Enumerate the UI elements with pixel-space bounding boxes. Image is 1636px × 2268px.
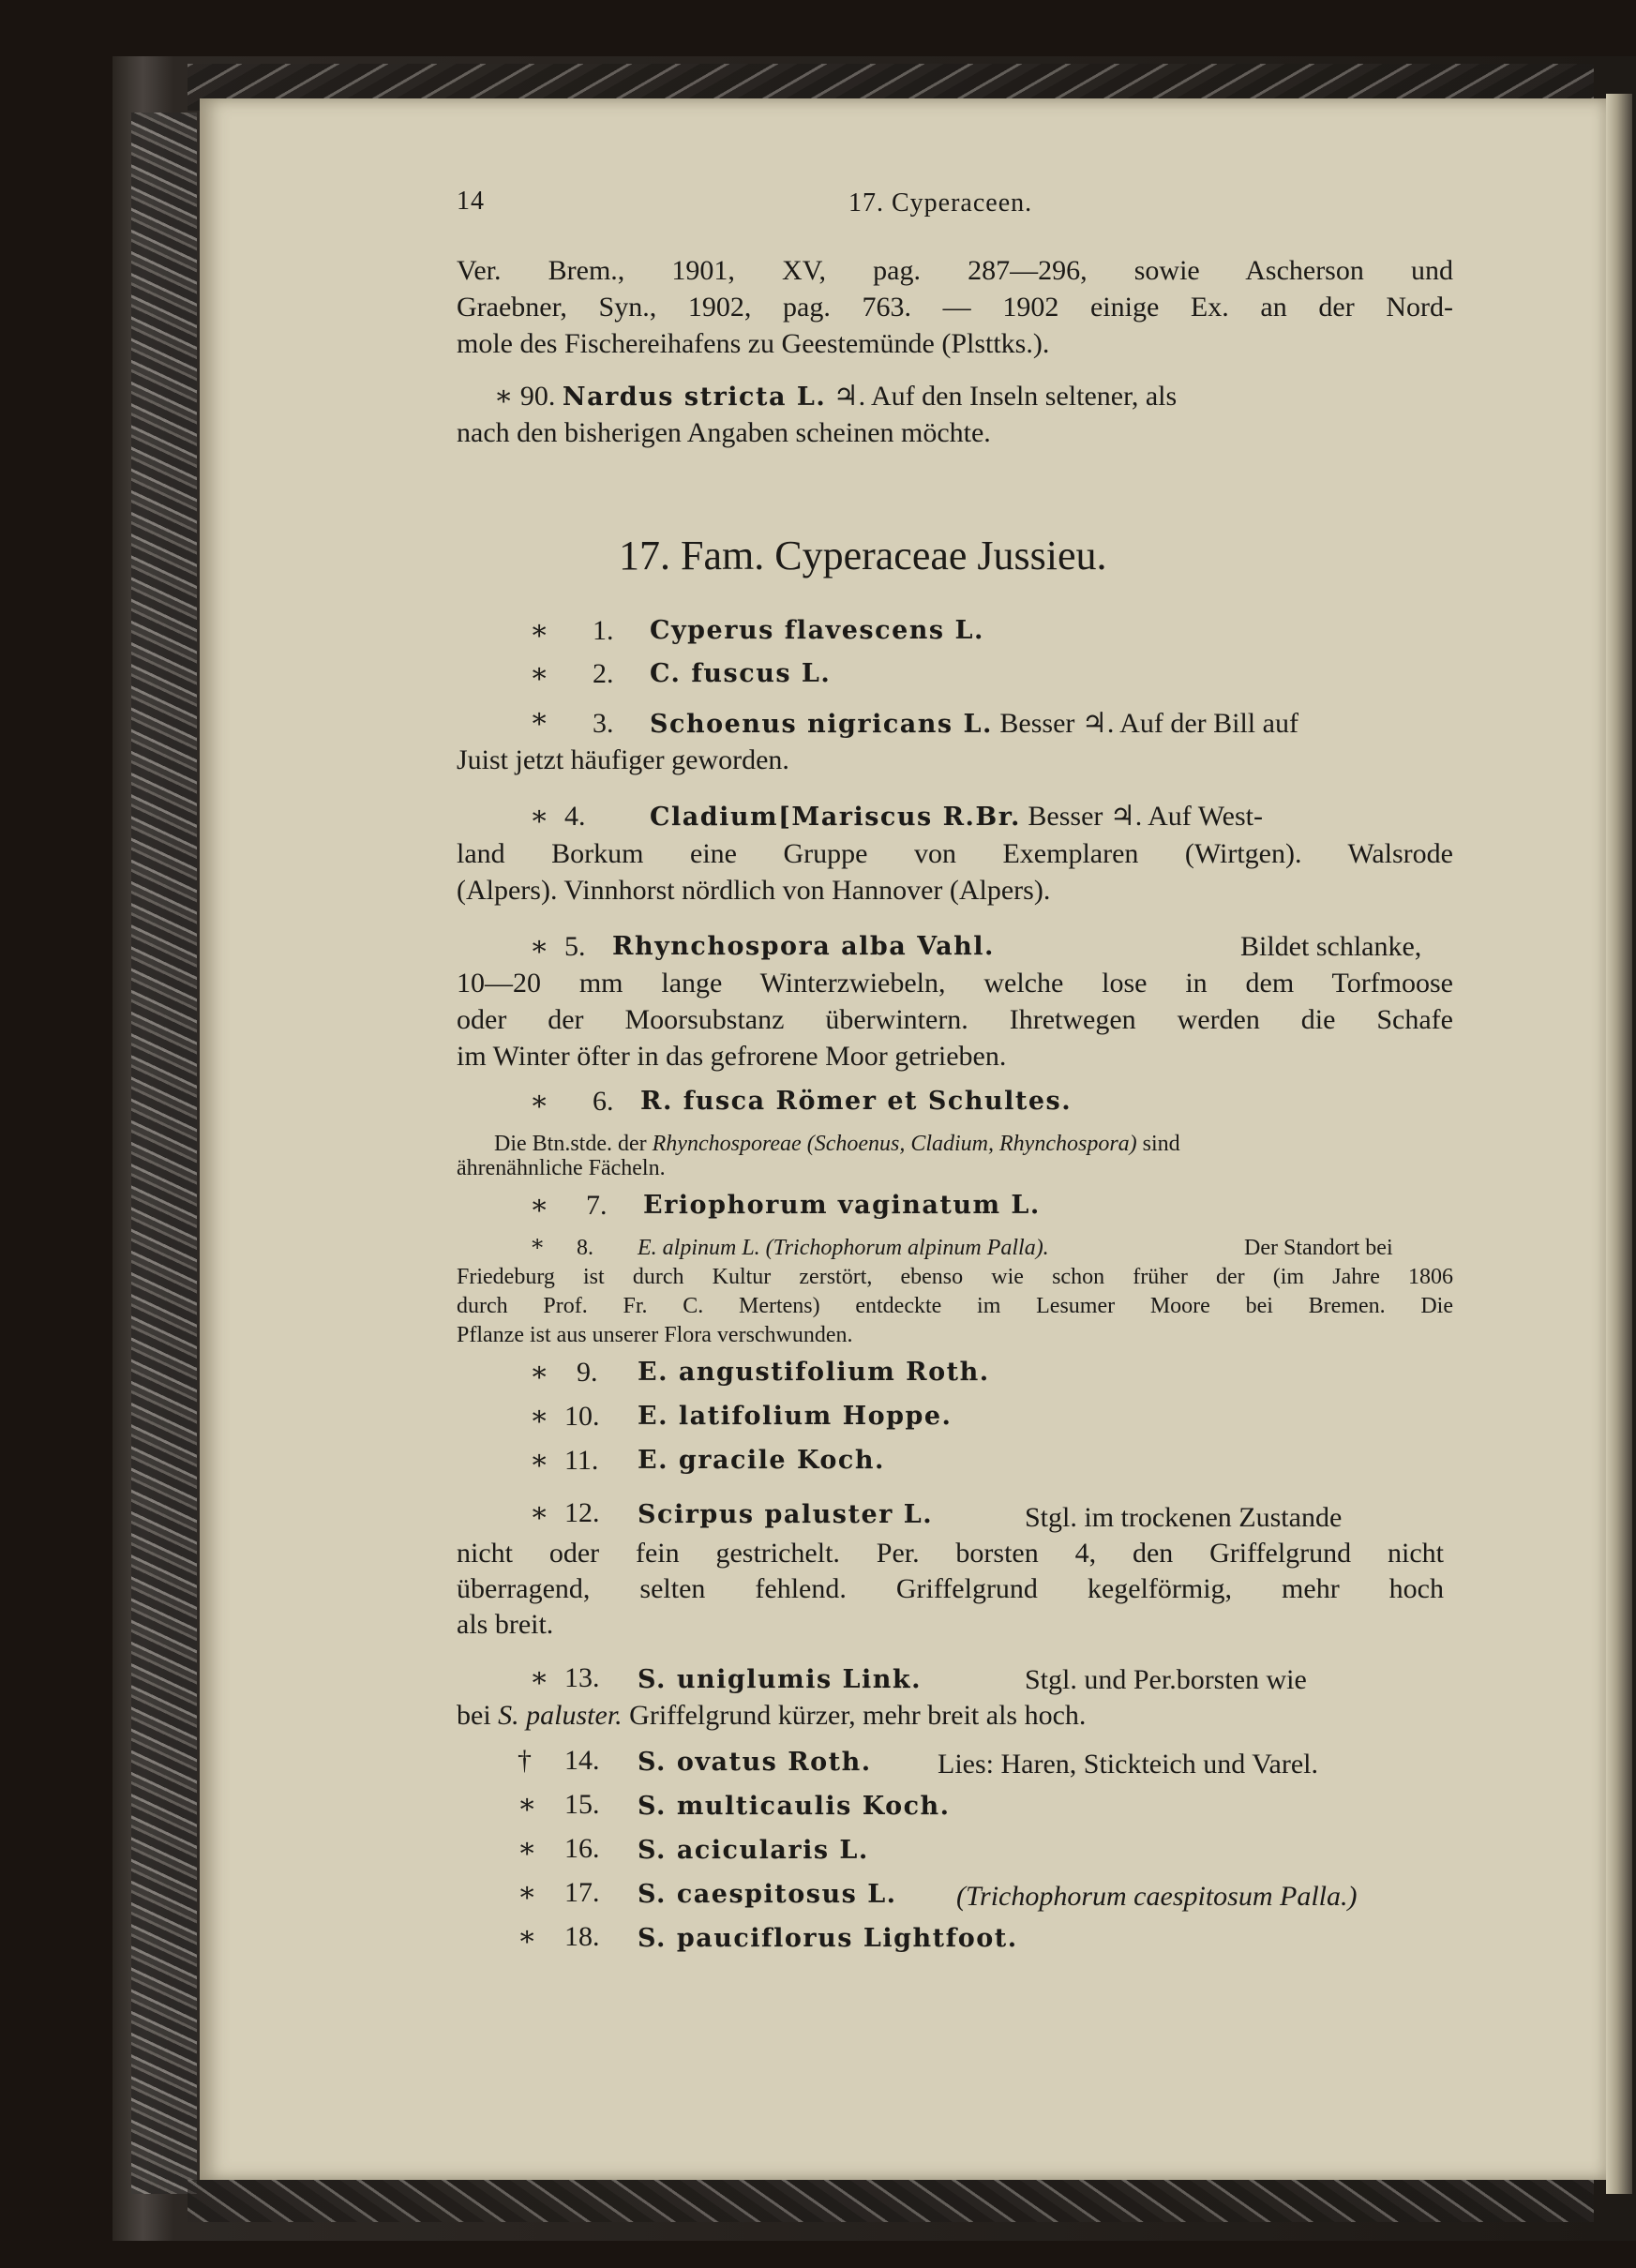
entry-7-name: Eriophorum vaginatum L. xyxy=(643,1191,1041,1220)
entry-5-line-2: 10—20 mm lange Winterzwiebeln, welche lose in dem Torfmoose xyxy=(457,968,1453,999)
entry-13-text-2a: bei xyxy=(457,1700,491,1731)
entry-1-num: 1. xyxy=(593,615,614,646)
entry-18-num: 18. xyxy=(564,1921,600,1952)
entry-11-mark: ∗ xyxy=(530,1445,549,1476)
entry-14-name: S. ovatus Roth. xyxy=(638,1748,872,1777)
entry-17-mark: ∗ xyxy=(518,1877,537,1908)
entry-4-text-a: Besser xyxy=(1028,801,1103,832)
entry-7-num: 7. xyxy=(586,1190,608,1221)
marbled-board-bottom xyxy=(188,2180,1594,2222)
note-6-line-1 xyxy=(494,1131,1180,1158)
entry-3-num: 3. xyxy=(593,708,614,739)
entry-8-line-4: Pflanze ist aus unserer Flora verschwunden. xyxy=(457,1323,853,1347)
perennial-symbol: ♃ xyxy=(1081,708,1107,739)
entry-10-num: 10. xyxy=(564,1401,600,1432)
entry-10-name: E. latifolium Hoppe. xyxy=(638,1402,953,1431)
entry-8-line-3: durch Prof. Fr. C. Mertens) entdeckte im Lesumer Moore bei Bremen. Die xyxy=(457,1294,1453,1318)
entry-5-line-4: im Winter öfter in das gefrorene Moor getrieben. xyxy=(457,1041,1007,1072)
entry-4-line-1 xyxy=(650,800,1263,834)
entry-6-mark: ∗ xyxy=(530,1086,549,1117)
entry-13-species-ref: S. paluster. xyxy=(498,1700,623,1731)
entry-9-name: E. angustifolium Roth. xyxy=(638,1358,990,1387)
entry-13-text-2c: Griffelgrund kürzer, mehr breit als hoch. xyxy=(629,1700,1087,1731)
intro-line-2: Graebner, Syn., 1902, pag. 763. — 1902 einige Ex. an der Nord- xyxy=(457,292,1453,323)
entry-90-mark: ∗ 90. xyxy=(494,381,556,412)
entry-13-line-2 xyxy=(457,1699,1086,1733)
entry-16-name: S. acicularis L. xyxy=(638,1836,869,1865)
entry-3-mark: ∗ xyxy=(530,703,549,734)
perennial-symbol: ♃ xyxy=(833,381,859,412)
marbled-board-left xyxy=(131,113,197,2194)
entry-8-name: E. alpinum L. (Trichophorum alpinum Palla). xyxy=(638,1236,1049,1260)
entry-5-line-3: oder der Moorsubstanz überwintern. Ihretwegen werden die Schafe xyxy=(457,1004,1453,1035)
entry-3-line-2: Juist jetzt häufiger geworden. xyxy=(457,744,789,775)
entry-11-name: E. gracile Koch. xyxy=(638,1446,885,1475)
page-edge xyxy=(1606,94,1632,2194)
entry-13-name: S. uniglumis Link. xyxy=(638,1665,923,1694)
entry-6-name: R. fusca Römer et Schultes. xyxy=(640,1087,1073,1116)
entry-13-text-1: Stgl. und Per.borsten wie xyxy=(1025,1664,1307,1695)
entry-12-text-1: Stgl. im trockenen Zustande xyxy=(1025,1502,1343,1533)
entry-90-text: . Auf den Inseln seltener, als xyxy=(858,381,1178,412)
entry-90-line-1 xyxy=(494,380,1177,414)
entry-2-mark: ∗ xyxy=(530,658,549,689)
entry-14-num: 14. xyxy=(564,1745,600,1776)
entry-17-name: S. caespitosus L. xyxy=(638,1880,897,1909)
entry-90-name: Nardus stricta L. xyxy=(562,383,827,412)
entry-17-num: 17. xyxy=(564,1877,600,1908)
note-6-text-a: Die Btn.stde. der xyxy=(494,1132,647,1156)
entry-16-num: 16. xyxy=(564,1833,600,1864)
perennial-symbol: ♃ xyxy=(1109,801,1135,832)
entry-8-line-2: Friedeburg ist durch Kultur zerstört, ebenso wie schon früher der (im Jahre 1806 xyxy=(457,1265,1453,1289)
entry-3-name: Schoenus nigricans L. xyxy=(650,710,993,739)
note-6-text-c: sind xyxy=(1142,1132,1180,1156)
entry-12-line-3: überragend, selten fehlend. Griffelgrund kegelförmig, mehr hoch xyxy=(457,1573,1444,1604)
entry-3-text-a: Besser xyxy=(999,708,1075,739)
entry-4-text-b: . Auf West- xyxy=(1134,801,1263,832)
entry-7-mark: ∗ xyxy=(530,1190,549,1221)
entry-3-text-b: . Auf der Bill auf xyxy=(1106,708,1298,739)
entry-12-line-4: als breit. xyxy=(457,1609,554,1640)
entry-4-line-3: (Alpers). Vinnhorst nördlich von Hannover (Alpers). xyxy=(457,875,1051,906)
entry-2-num: 2. xyxy=(593,658,614,689)
entry-14-mark: † xyxy=(518,1745,532,1776)
entry-90-line-2: nach den bisherigen Angaben scheinen möchte. xyxy=(457,417,991,448)
entry-2-name: C. fuscus L. xyxy=(650,659,832,688)
entry-11-num: 11. xyxy=(564,1445,599,1476)
entry-3-line-1 xyxy=(650,707,1298,742)
entry-13-num: 13. xyxy=(564,1662,600,1693)
note-6-line-2: ährenähnliche Fächeln. xyxy=(457,1156,666,1180)
entry-12-name: Scirpus paluster L. xyxy=(638,1500,934,1529)
entry-14-text-1: Lies: Haren, Stickteich und Varel. xyxy=(938,1749,1318,1780)
entry-4-num: 4. xyxy=(564,801,586,832)
intro-line-3: mole des Fischereihafens zu Geestemünde (Plsttks.). xyxy=(457,328,1050,359)
entry-12-line-2: nicht oder fein gestrichelt. Per. borsten 4, den Griffelgrund nicht xyxy=(457,1538,1444,1569)
entry-16-mark: ∗ xyxy=(518,1833,537,1864)
entry-8-mark: ∗ xyxy=(530,1232,546,1256)
entry-12-num: 12. xyxy=(564,1497,600,1528)
entry-5-name: Rhynchospora alba Vahl. xyxy=(612,932,995,961)
entry-8-num: 8. xyxy=(577,1236,593,1260)
note-6-text-b: Rhynchosporeae (Schoenus, Cladium, Rhynchospora) xyxy=(652,1132,1137,1156)
entry-12-mark: ∗ xyxy=(530,1497,549,1528)
running-title: 17. Cyperaceen. xyxy=(848,188,1033,218)
entry-4-line-2: land Borkum eine Gruppe von Exemplaren (Wirtgen). Walsrode xyxy=(457,838,1453,869)
entry-9-mark: ∗ xyxy=(530,1357,549,1388)
entry-17-text-1: (Trichophorum caespitosum Palla.) xyxy=(956,1881,1358,1912)
entry-5-num: 5. xyxy=(564,931,586,962)
entry-5-mark: ∗ xyxy=(530,931,549,962)
entry-10-mark: ∗ xyxy=(530,1401,549,1432)
entry-4-name: Cladium[Mariscus R.Br. xyxy=(650,803,1021,832)
entry-5-text-1: Bildet schlanke, xyxy=(1240,931,1422,962)
page-number: 14 xyxy=(457,187,485,216)
entry-9-num: 9. xyxy=(577,1357,598,1388)
entry-1-mark: ∗ xyxy=(530,615,549,646)
entry-15-num: 15. xyxy=(564,1789,600,1820)
entry-18-name: S. pauciflorus Lightfoot. xyxy=(638,1924,1018,1953)
entry-15-mark: ∗ xyxy=(518,1789,537,1820)
entry-4-mark: ∗ xyxy=(530,801,549,832)
intro-line-1: Ver. Brem., 1901, XV, pag. 287—296, sowie Ascherson und xyxy=(457,255,1453,286)
entry-1-name: Cyperus flavescens L. xyxy=(650,616,984,645)
entry-18-mark: ∗ xyxy=(518,1921,537,1952)
entry-6-num: 6. xyxy=(593,1086,614,1117)
family-heading: 17. Fam. Cyperaceae Jussieu. xyxy=(619,533,1107,578)
entry-13-mark: ∗ xyxy=(530,1662,549,1693)
entry-8-text-1: Der Standort bei xyxy=(1244,1236,1393,1260)
entry-15-name: S. multicaulis Koch. xyxy=(638,1792,951,1821)
